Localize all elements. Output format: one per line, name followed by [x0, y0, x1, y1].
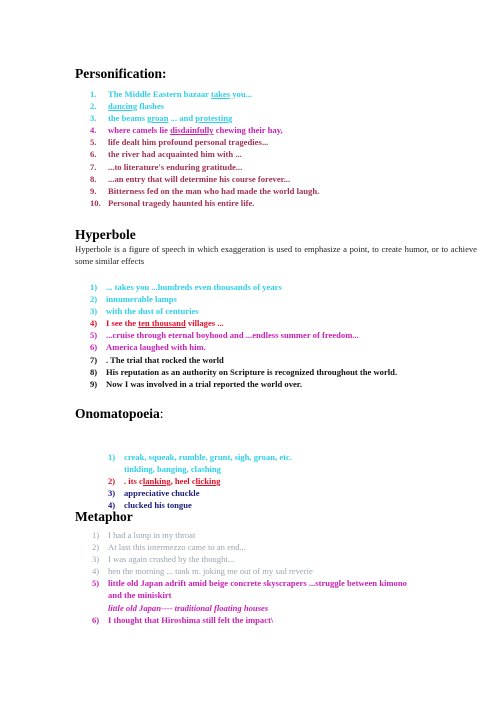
heading-hyperbole: Hyperbole — [75, 227, 136, 242]
list-item: and the miniskirt — [108, 590, 172, 601]
list-item: 6. the river had acquainted him with ... — [90, 149, 242, 160]
list-item: 5) ...cruise through eternal boyhood and ...endless summer of freedom... — [90, 330, 359, 341]
list-item: 7) . The trial that rocked the world — [90, 354, 224, 365]
list-item: tinkling, banging, clashing — [124, 464, 221, 475]
heading-metaphor: Metaphor — [75, 509, 133, 524]
list-item: 9. Bitterness fed on the man who had made the world laugh. — [90, 185, 320, 196]
list-item: 4) hen the morning ... tank m. joking me out of my sad reverie — [92, 566, 313, 577]
list-item: 9) Now I was involved in a trial reported the world over. — [90, 378, 302, 389]
list-item: 1. The Middle Eastern bazaar takes you... — [90, 89, 253, 99]
list-item: 4) I see the ten thousand villages ... — [90, 318, 224, 329]
heading-personification: Personification: — [75, 66, 167, 81]
personification-list — [90, 88, 320, 209]
list-item: little old Japan---- traditional floating houses — [108, 602, 269, 613]
onomatopoeia-list — [108, 451, 292, 511]
list-item: 3) I was again crushed by the thought... — [92, 554, 235, 565]
metaphor-list — [92, 529, 407, 626]
list-item: 4. where camels lie disdainfully chewing their hay, — [90, 125, 283, 136]
list-item: 2) . its clanking, heel clicking — [108, 476, 221, 487]
list-item: 1) ... takes you ...hundreds even thousands of years — [90, 282, 282, 292]
hyperbole-definition: Hyperbole is a figure of speech in which exaggeration is used to emphasize a point, to create humor, or to achieve some similar effects — [75, 244, 477, 267]
list-item: 5) little old Japan adrift amid beige concrete skyscrapers ...struggle between kimono — [92, 578, 407, 589]
list-item: 3. the beams groan ... and protesting — [90, 113, 233, 124]
list-item: 2) innumerable lamps — [90, 294, 177, 305]
heading-onomatopoeia: Onomatopoeia: — [75, 406, 164, 421]
list-item: 6) America laughed with him. — [90, 342, 206, 353]
list-item: 2. dancing flashes — [90, 101, 165, 112]
list-item: 1) creak, squeak, rumble, grunt, sigh, groan, etc. — [108, 452, 292, 462]
list-item: 3) appreciative chuckle — [108, 488, 200, 499]
list-item: 7. ...to literature's enduring gratitude... — [90, 161, 243, 172]
list-item: 1) I had a lump in my throat — [92, 530, 196, 540]
list-item: 3) with the dust of centuries — [90, 306, 199, 317]
list-item: 2) At last this intermezzo came to an end... — [92, 542, 246, 553]
hyperbole-list — [90, 281, 398, 390]
list-item: 8. ...an entry that will determine his course forever... — [90, 173, 291, 184]
list-item: 5. life dealt him profound personal tragedies... — [90, 137, 269, 148]
list-item: 6) I thought that Hiroshima still felt the impact\ — [92, 614, 274, 625]
list-item: 4) clucked his tongue — [108, 500, 192, 511]
list-item: 8) His reputation as an authority on Scripture is recognized throughout the world. — [90, 366, 398, 377]
list-item: 10. Personal tragedy haunted his entire life. — [90, 197, 255, 208]
